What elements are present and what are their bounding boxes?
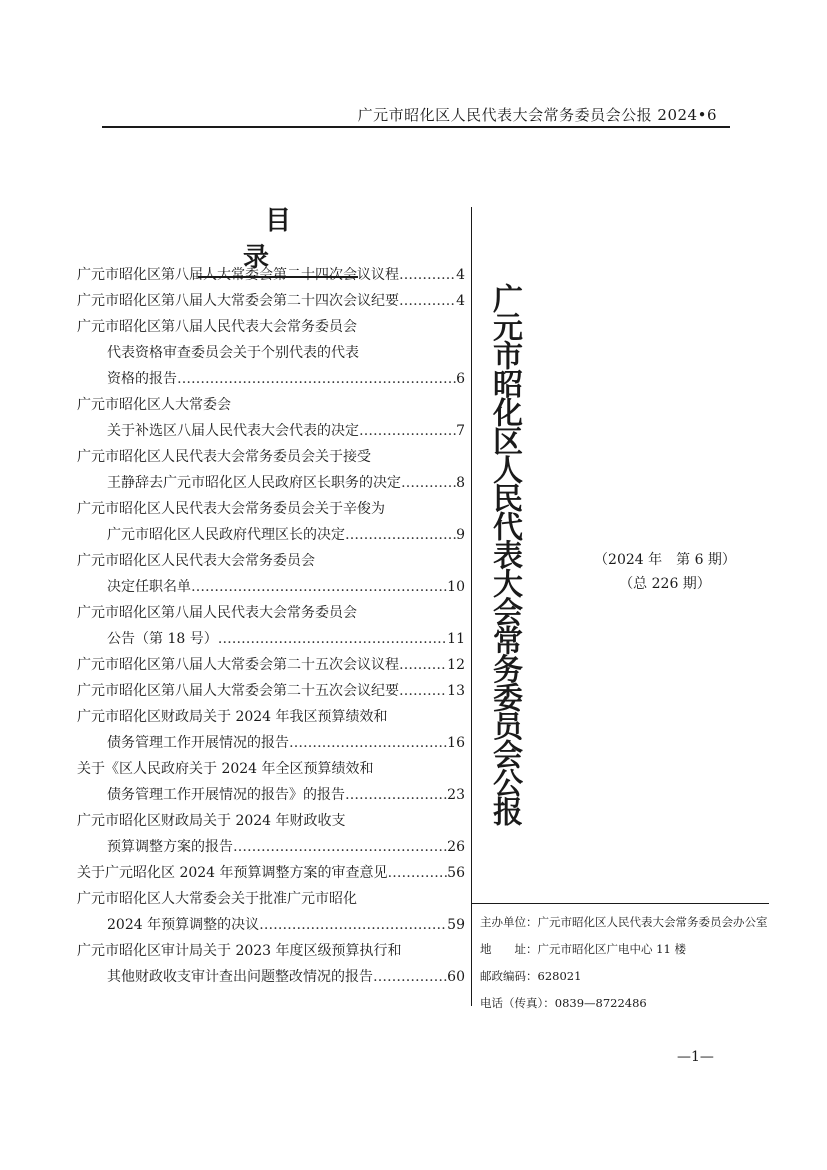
toc-page-number: 56: [447, 865, 465, 881]
toc-entry[interactable]: [77, 756, 465, 808]
toc-line: [77, 522, 465, 548]
toc-line: [77, 392, 465, 418]
toc-dot-leader: [388, 860, 448, 886]
toc-entry[interactable]: [77, 288, 465, 314]
toc-page-number: 8: [456, 475, 465, 491]
address-line: 地 址：广元市昭化区广电中心 11 楼: [480, 942, 686, 956]
issue-line: （2024 年 第 6 期）: [594, 552, 736, 568]
toc-line: [77, 444, 465, 470]
toc-entry[interactable]: [77, 808, 465, 860]
toc-line: [77, 964, 465, 990]
toc-line: [77, 756, 465, 782]
toc-page-number: 23: [447, 787, 465, 803]
toc-entry[interactable]: [77, 444, 465, 496]
toc-dot-leader: [399, 652, 447, 678]
toc-line: [77, 678, 465, 704]
toc-entry-title: 广元市昭化区第八届人民代表大会常务委员会: [77, 319, 357, 335]
toc-line: [77, 548, 465, 574]
toc-page-number: 7: [456, 423, 465, 439]
toc-page-number: 4: [456, 267, 465, 283]
toc-list: [77, 262, 465, 990]
toc-line: [77, 418, 465, 444]
toc-entry-title: 广元市昭化区财政局关于 2024 年财政收支: [77, 813, 346, 829]
toc-entry-title: 广元市昭化区第八届人大常委会第二十四次会议议程: [77, 267, 399, 283]
toc-dot-leader: [399, 288, 456, 314]
toc-entry-title: 广元市昭化区第八届人大常委会第二十四次会议纪要: [77, 293, 399, 309]
toc-dot-leader: [218, 626, 447, 652]
toc-entry[interactable]: [77, 652, 465, 678]
toc-entry-title: 其他财政收支审计查出问题整改情况的报告: [107, 969, 373, 985]
toc-page-number: 4: [456, 293, 465, 309]
toc-line: [77, 860, 465, 886]
toc-entry-title: 广元市昭化区人民代表大会常务委员会关于辛俊为: [77, 501, 385, 517]
toc-dot-leader: [359, 418, 456, 444]
toc-line: [77, 470, 465, 496]
toc-entry-title: 2024 年预算调整的决议: [107, 917, 260, 933]
column-divider-horizontal: [471, 903, 769, 904]
toc-entry-title: 决定任职名单: [107, 579, 191, 595]
toc-entry[interactable]: [77, 314, 465, 392]
toc-entry[interactable]: [77, 496, 465, 548]
toc-dot-leader: [345, 522, 456, 548]
toc-entry-title: 广元市昭化区人民政府代理区长的决定: [107, 527, 345, 543]
toc-entry-title: 公告（第 18 号）: [107, 631, 218, 647]
toc-page-number: 60: [447, 969, 465, 985]
toc-dot-leader: [399, 262, 456, 288]
toc-entry-title: 广元市昭化区人大常委会关于批准广元市昭化: [77, 891, 357, 907]
toc-dot-leader: [191, 574, 447, 600]
toc-entry[interactable]: [77, 262, 465, 288]
toc-page-number: 9: [456, 527, 465, 543]
toc-line: [77, 626, 465, 652]
toc-line: [77, 600, 465, 626]
toc-entry-title: 代表资格审查委员会关于个别代表的代表: [107, 345, 359, 361]
toc-entry-title: 关于《区人民政府关于 2024 年全区预算绩效和: [77, 761, 374, 777]
toc-entry-title: 预算调整方案的报告: [107, 839, 233, 855]
phone-line: 电话（传真）：0839—8722486: [480, 996, 647, 1010]
toc-line: [77, 340, 465, 366]
toc-line: [77, 496, 465, 522]
toc-entry-title: 广元市昭化区第八届人民代表大会常务委员会: [77, 605, 357, 621]
toc-entry[interactable]: [77, 886, 465, 938]
toc-entry[interactable]: [77, 860, 465, 886]
toc-entry-title: 关于补选区八届人民代表大会代表的决定: [107, 423, 359, 439]
toc-entry[interactable]: [77, 600, 465, 652]
toc-line: [77, 652, 465, 678]
toc-entry-title: 广元市昭化区第八届人大常委会第二十五次会议议程: [77, 657, 399, 673]
toc-dot-leader: [259, 912, 447, 938]
toc-entry-title: 广元市昭化区第八届人大常委会第二十五次会议纪要: [77, 683, 399, 699]
toc-entry-title: 广元市昭化区人民代表大会常务委员会关于接受: [77, 449, 371, 465]
toc-line: [77, 262, 465, 288]
toc-entry[interactable]: [77, 938, 465, 990]
toc-dot-leader: [345, 782, 447, 808]
toc-entry-title: 王静辞去广元市昭化区人民政府区长职务的决定: [107, 475, 401, 491]
toc-entry[interactable]: [77, 678, 465, 704]
toc-page-number: 12: [447, 657, 465, 673]
postcode-line: 邮政编码：628021: [480, 969, 582, 983]
toc-entry-title: 债务管理工作开展情况的报告: [107, 735, 289, 751]
toc-entry[interactable]: [77, 548, 465, 600]
toc-heading: 目录: [198, 200, 358, 278]
toc-line: [77, 288, 465, 314]
toc-page-number: 11: [447, 631, 465, 647]
toc-page-number: 16: [447, 735, 465, 751]
toc-line: [77, 730, 465, 756]
toc-entry-title: 关于广元昭化区 2024 年预算调整方案的审查意见: [77, 865, 388, 881]
toc-page-number: 10: [447, 579, 465, 595]
toc-page-number: 26: [447, 839, 465, 855]
toc-dot-leader: [401, 470, 456, 496]
toc-line: [77, 704, 465, 730]
toc-line: [77, 366, 465, 392]
publisher-info: [480, 909, 780, 1017]
toc-line: [77, 574, 465, 600]
toc-entry-title: 资格的报告: [107, 371, 177, 387]
toc-line: [77, 912, 465, 938]
toc-dot-leader: [289, 730, 447, 756]
toc-line: [77, 782, 465, 808]
toc-line: [77, 808, 465, 834]
toc-line: [77, 886, 465, 912]
toc-line: [77, 314, 465, 340]
header-rule: [102, 126, 730, 128]
toc-entry-title: 广元市昭化区人大常委会: [77, 397, 231, 413]
publication-vertical-title: 广元市昭化区人民代表大会常务委员会公报: [487, 283, 522, 825]
toc-entry-title: 债务管理工作开展情况的报告》的报告: [107, 787, 345, 803]
toc-page-number: 13: [447, 683, 465, 699]
toc-page-number: 6: [456, 371, 465, 387]
toc-entry-title: 广元市昭化区财政局关于 2024 年我区预算绩效和: [77, 709, 388, 725]
total-issue-line: （总 226 期）: [619, 576, 711, 592]
toc-entry-title: 广元市昭化区人民代表大会常务委员会: [77, 553, 315, 569]
header-title: 广元市昭化区人民代表大会常务委员会公报 2024•6: [357, 106, 717, 124]
toc-line: [77, 938, 465, 964]
toc-line: [77, 834, 465, 860]
toc-entry[interactable]: [77, 392, 465, 444]
toc-dot-leader: [373, 964, 447, 990]
page-number: —1—: [677, 1049, 714, 1065]
toc-dot-leader: [399, 678, 447, 704]
toc-entry[interactable]: [77, 704, 465, 756]
toc-dot-leader: [233, 834, 447, 860]
toc-dot-leader: [177, 366, 456, 392]
toc-page-number: 59: [447, 917, 465, 933]
toc-entry-title: 广元市昭化区审计局关于 2023 年度区级预算执行和: [77, 943, 402, 959]
column-divider-vertical: [471, 207, 472, 1006]
issue-block: [560, 548, 770, 596]
sponsor-line: 主办单位：广元市昭化区人民代表大会常务委员会办公室: [480, 915, 768, 929]
